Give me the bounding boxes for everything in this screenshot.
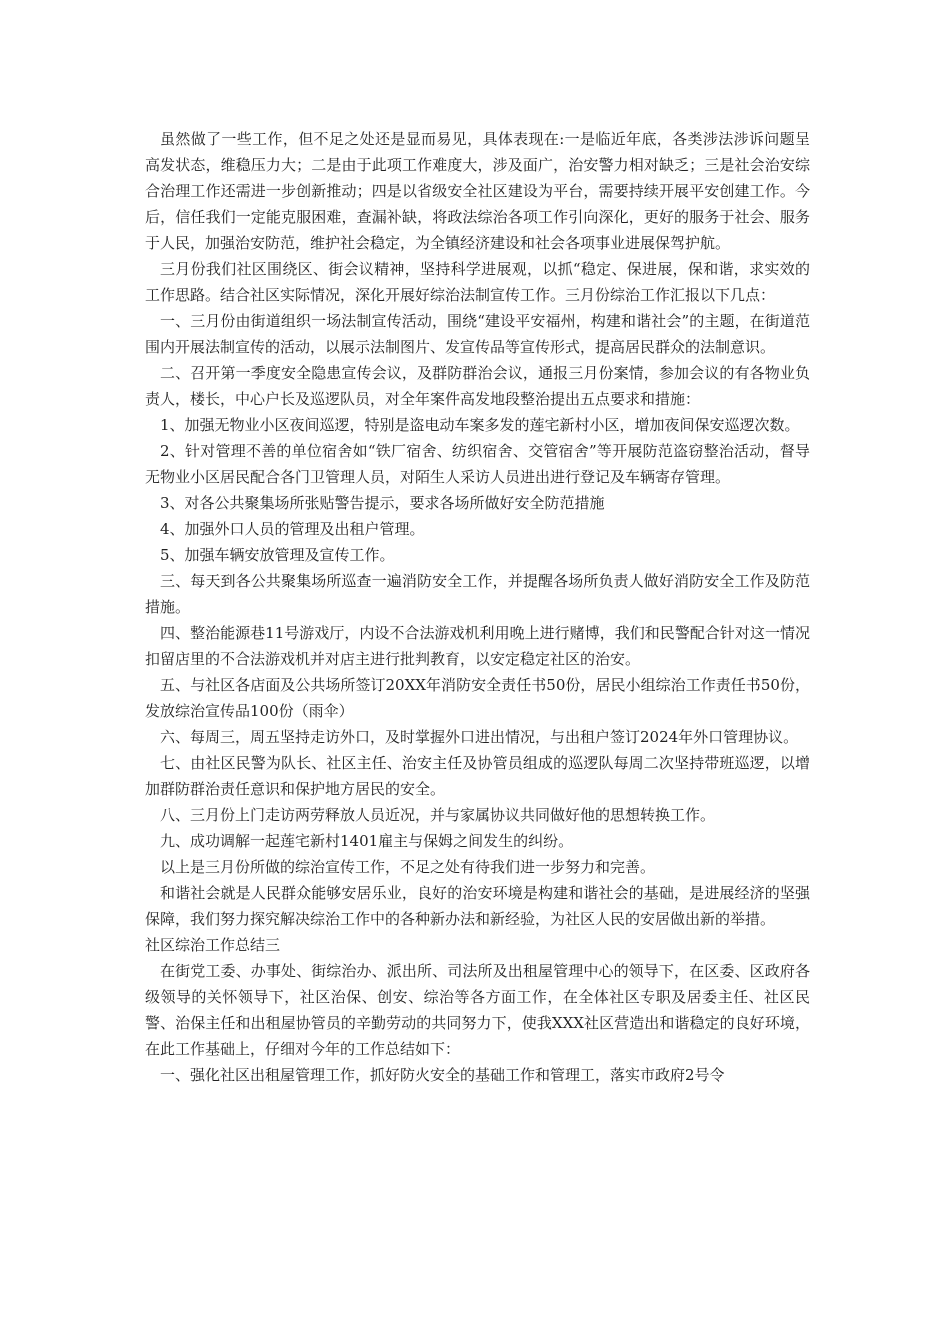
paragraph: 七、由社区民警为队长、社区主任、治安主任及协管员组成的巡逻队每周二次坚持带班巡逻，以增加群防群治责任意识和保护地方居民的安全。 [145, 754, 810, 798]
list-item: 4、加强外口人员的管理及出租户管理。 [160, 520, 425, 538]
paragraph: 八、三月份上门走访两劳释放人员近况，并与家属协议共同做好他的思想转换工作。 [160, 806, 716, 824]
paragraph: 六、每周三，周五坚持走访外口，及时掌握外口进出情况，与出租户签订2024年外口管理协议。 [160, 728, 799, 746]
paragraph: 四、整治能源巷11号游戏厅，内设不合法游戏机利用晚上进行赌博，我们和民警配合针对这一情况扣留店里的不合法游戏机并对店主进行批判教育，以安定稳定社区的治安。 [145, 624, 810, 668]
paragraph: 二、召开第一季度安全隐患宣传会议，及群防群治会议，通报三月份案情，参加会议的有各物业负责人，楼长，中心户长及巡逻队员，对全年案件高发地段整治提出五点要求和措施： [145, 364, 810, 408]
paragraph: 在街党工委、办事处、街综治办、派出所、司法所及出租屋管理中心的领导下，在区委、区政府各级领导的关怀领导下，社区治保、创安、综治等各方面工作，在全体社区专职及居委主任、社区民警、治保主任和出租屋协管员的辛勤劳动的共同努力下，使我XXX社区营造出和谐稳定的良好环境，在此工作基础上，仔细对今年的工作总结如下： [145, 962, 810, 1058]
paragraph: 一、强化社区出租屋管理工作，抓好防火安全的基础工作和管理工，落实市政府2号令 [160, 1066, 725, 1084]
paragraph: 和谐社会就是人民群众能够安居乐业，良好的治安环境是构建和谐社会的基础，是进展经济的坚强保障，我们努力探究解决综治工作中的各种新办法和新经验，为社区人民的安居做出新的举措。 [145, 884, 810, 928]
paragraph: 三、每天到各公共聚集场所巡查一遍消防安全工作，并提醒各场所负责人做好消防安全工作及防范措施。 [145, 572, 810, 616]
paragraph: 九、成功调解一起莲宅新村1401雇主与保姆之间发生的纠纷。 [160, 832, 574, 850]
paragraph: 以上是三月份所做的综治宣传工作，不足之处有待我们进一步努力和完善。 [160, 858, 656, 876]
document-body [145, 126, 810, 1088]
paragraph: 一、三月份由街道组织一场法制宣传活动，围绕“建设平安福州，构建和谐社会”的主题，在街道范围内开展法制宣传的活动，以展示法制图片、发宣传品等宣传形式，提高居民群众的法制意识。 [145, 312, 810, 356]
paragraph: 虽然做了一些工作，但不足之处还是显而易见，具体表现在:一是临近年底，各类涉法涉诉问题呈高发状态，维稳压力大；二是由于此项工作难度大，涉及面广，治安警力相对缺乏；三是社会治安综合治理工作还需进一步创新推动；四是以省级安全社区建设为平台，需要持续开展平安创建工作。今后，信任我们一定能克服困难，查漏补缺，将政法综治各项工作引向深化，更好的服务于社会、服务于人民，加强治安防范，维护社会稳定，为全镇经济建设和社会各项事业进展保驾护航。 [145, 130, 810, 252]
list-item: 1、加强无物业小区夜间巡逻，特别是盗电动车案多发的莲宅新村小区，增加夜间保安巡逻次数。 [160, 416, 800, 434]
list-item: 3、对各公共聚集场所张贴警告提示，要求各场所做好安全防范措施 [160, 494, 605, 512]
list-item: 5、加强车辆安放管理及宣传工作。 [160, 546, 395, 564]
paragraph: 三月份我们社区围绕区、街会议精神，坚持科学进展观，以抓“稳定、保进展，保和谐，求实效的工作思路。结合社区实际情况，深化开展好综治法制宣传工作。三月份综治工作汇报以下几点： [145, 260, 810, 304]
section-heading: 社区综治工作总结三 [145, 936, 281, 954]
paragraph: 五、与社区各店面及公共场所签订20XX年消防安全责任书50份，居民小组综治工作责任书50份，发放综治宣传品100份（雨伞） [145, 676, 810, 720]
list-item: 2、针对管理不善的单位宿舍如“铁厂宿舍、纺织宿舍、交管宿舍”等开展防范盗窃整治活动，督导无物业小区居民配合各门卫管理人员，对陌生人采访人员进出进行登记及车辆寄存管理。 [145, 442, 810, 486]
